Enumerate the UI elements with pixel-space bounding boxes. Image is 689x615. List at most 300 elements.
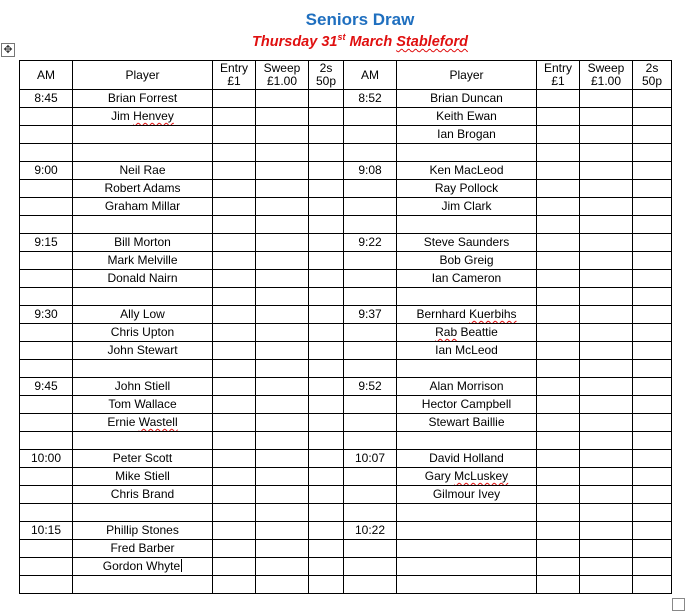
- entry-cell-right[interactable]: [537, 540, 580, 558]
- spacer-cell[interactable]: [73, 216, 213, 234]
- entry-cell-left[interactable]: [213, 450, 256, 468]
- sweep-cell-right[interactable]: [580, 198, 633, 216]
- sweep-cell-left[interactable]: [256, 414, 309, 432]
- twos-cell-right[interactable]: [633, 126, 672, 144]
- tee-time-left: [20, 180, 73, 198]
- sweep-cell-right[interactable]: [580, 306, 633, 324]
- document-subtitle: [0, 32, 689, 50]
- twos-cell-right[interactable]: [633, 234, 672, 252]
- header-twos: [309, 61, 344, 90]
- player-cell-right[interactable]: Brian Duncan: [397, 90, 537, 108]
- sweep-cell-right[interactable]: [580, 234, 633, 252]
- spacer-row: [20, 216, 672, 234]
- twos-cell-right[interactable]: [633, 198, 672, 216]
- entry-cell-right[interactable]: [537, 324, 580, 342]
- entry-cell-left[interactable]: [213, 108, 256, 126]
- player-cell-right[interactable]: Rab Beattie: [397, 324, 537, 342]
- twos-cell-right[interactable]: [633, 558, 672, 576]
- twos-cell-right[interactable]: [633, 414, 672, 432]
- spacer-cell[interactable]: [213, 216, 256, 234]
- spacer-cell[interactable]: [309, 504, 344, 522]
- player-cell-right[interactable]: [397, 540, 537, 558]
- entry-cell-right[interactable]: [537, 522, 580, 540]
- tee-draw-table: [19, 60, 672, 594]
- player-cell-right[interactable]: Gary McLuskey: [397, 468, 537, 486]
- sweep-cell-left[interactable]: [256, 324, 309, 342]
- spacer-cell[interactable]: [213, 360, 256, 378]
- spacer-cell[interactable]: [213, 144, 256, 162]
- header-twos-right: [633, 61, 672, 90]
- entry-cell-left[interactable]: [213, 342, 256, 360]
- twos-cell-left[interactable]: [309, 522, 344, 540]
- spacer-cell[interactable]: [344, 504, 397, 522]
- sweep-cell-left[interactable]: [256, 270, 309, 288]
- tee-time-right: [344, 108, 397, 126]
- spacer-cell[interactable]: [537, 288, 580, 306]
- spacer-cell[interactable]: [213, 288, 256, 306]
- player-cell-left[interactable]: Fred Barber: [73, 540, 213, 558]
- entry-cell-right[interactable]: [537, 108, 580, 126]
- entry-cell-right[interactable]: [537, 306, 580, 324]
- player-cell-right[interactable]: David Holland: [397, 450, 537, 468]
- spacer-cell[interactable]: [73, 360, 213, 378]
- twos-cell-left[interactable]: [309, 198, 344, 216]
- spacer-cell[interactable]: [344, 576, 397, 594]
- entry-cell-left[interactable]: [213, 396, 256, 414]
- spacer-cell[interactable]: [73, 432, 213, 450]
- twos-cell-right[interactable]: [633, 468, 672, 486]
- player-cell-right[interactable]: Ian Cameron: [397, 270, 537, 288]
- header-sweep-right: [580, 61, 633, 90]
- twos-cell-right[interactable]: [633, 324, 672, 342]
- twos-cell-right[interactable]: [633, 306, 672, 324]
- entry-cell-left[interactable]: [213, 468, 256, 486]
- spacer-cell[interactable]: [633, 144, 672, 162]
- twos-cell-right[interactable]: [633, 486, 672, 504]
- entry-cell-right[interactable]: [537, 558, 580, 576]
- spacer-cell[interactable]: [633, 576, 672, 594]
- tee-time-left: [20, 252, 73, 270]
- player-cell-right[interactable]: Keith Ewan: [397, 108, 537, 126]
- table-row: [20, 198, 672, 216]
- player-cell-left[interactable]: Robert Adams: [73, 180, 213, 198]
- spacer-cell[interactable]: [580, 216, 633, 234]
- twos-cell-right[interactable]: [633, 108, 672, 126]
- spacer-cell[interactable]: [309, 360, 344, 378]
- player-cell-right[interactable]: Gilmour Ivey: [397, 486, 537, 504]
- entry-cell-left[interactable]: [213, 378, 256, 396]
- twos-cell-left[interactable]: [309, 306, 344, 324]
- sweep-cell-right[interactable]: [580, 324, 633, 342]
- spacer-cell[interactable]: [309, 216, 344, 234]
- sweep-cell-left[interactable]: [256, 198, 309, 216]
- entry-cell-left[interactable]: [213, 414, 256, 432]
- player-cell-right[interactable]: Ken MacLeod: [397, 162, 537, 180]
- header-entry-l1: Entry: [219, 61, 248, 75]
- player-cell-right[interactable]: [397, 522, 537, 540]
- table-row: [20, 378, 672, 396]
- twos-cell-left[interactable]: [309, 270, 344, 288]
- spacer-cell[interactable]: [256, 576, 309, 594]
- player-cell-left[interactable]: Peter Scott: [73, 450, 213, 468]
- table-row: [20, 252, 672, 270]
- subtitle-ordinal: st: [337, 32, 346, 42]
- spacer-cell[interactable]: [633, 216, 672, 234]
- sweep-cell-left[interactable]: [256, 342, 309, 360]
- entry-cell-left[interactable]: [213, 540, 256, 558]
- player-cell-right[interactable]: Ray Pollock: [397, 180, 537, 198]
- spacer-cell[interactable]: [397, 144, 537, 162]
- spacer-row: [20, 432, 672, 450]
- spacer-cell[interactable]: [20, 504, 73, 522]
- spacer-cell[interactable]: [309, 144, 344, 162]
- table-row: [20, 540, 672, 558]
- spacer-cell[interactable]: [633, 360, 672, 378]
- header-entry-right-l1: Entry: [543, 61, 572, 75]
- spacer-cell[interactable]: [397, 504, 537, 522]
- spacer-cell[interactable]: [344, 144, 397, 162]
- twos-cell-left[interactable]: [309, 558, 344, 576]
- twos-cell-right[interactable]: [633, 162, 672, 180]
- table-row: [20, 342, 672, 360]
- header-entry-right-l2: £1: [551, 74, 565, 88]
- twos-cell-right[interactable]: [633, 378, 672, 396]
- spacer-row: [20, 504, 672, 522]
- twos-cell-left[interactable]: [309, 414, 344, 432]
- twos-cell-left[interactable]: [309, 342, 344, 360]
- spacer-cell[interactable]: [397, 432, 537, 450]
- twos-cell-left[interactable]: [309, 540, 344, 558]
- table-row: [20, 108, 672, 126]
- player-cell-left[interactable]: Gordon Whyte: [73, 558, 213, 576]
- tee-time-left: [20, 198, 73, 216]
- entry-cell-right[interactable]: [537, 234, 580, 252]
- spacer-cell[interactable]: [537, 576, 580, 594]
- player-cell-left[interactable]: Neil Rae: [73, 162, 213, 180]
- spacer-cell[interactable]: [537, 144, 580, 162]
- spacer-cell[interactable]: [537, 504, 580, 522]
- entry-cell-left[interactable]: [213, 126, 256, 144]
- tee-time-left: [20, 396, 73, 414]
- spacer-cell[interactable]: [20, 432, 73, 450]
- entry-cell-right[interactable]: [537, 126, 580, 144]
- sweep-cell-left[interactable]: [256, 90, 309, 108]
- twos-cell-right[interactable]: [633, 90, 672, 108]
- spacer-cell[interactable]: [580, 360, 633, 378]
- table-row: [20, 468, 672, 486]
- player-cell-right[interactable]: Jim Clark: [397, 198, 537, 216]
- spacer-cell[interactable]: [73, 144, 213, 162]
- tee-time-right: [344, 396, 397, 414]
- table-row: [20, 180, 672, 198]
- sweep-cell-right[interactable]: [580, 486, 633, 504]
- tee-time-left: 9:30: [20, 306, 73, 324]
- sweep-cell-right[interactable]: [580, 522, 633, 540]
- sweep-cell-left[interactable]: [256, 126, 309, 144]
- spacer-cell[interactable]: [344, 216, 397, 234]
- entry-cell-right[interactable]: [537, 342, 580, 360]
- tee-time-left: 10:15: [20, 522, 73, 540]
- spacer-cell[interactable]: [256, 504, 309, 522]
- header-twos-right-l1: 2s: [645, 61, 659, 75]
- header-twos-l1: 2s: [319, 61, 333, 75]
- entry-cell-right[interactable]: [537, 396, 580, 414]
- twos-cell-left[interactable]: [309, 252, 344, 270]
- spacer-cell[interactable]: [309, 576, 344, 594]
- player-cell-right[interactable]: Bernhard Kuerbihs: [397, 306, 537, 324]
- spacer-cell[interactable]: [537, 216, 580, 234]
- spacer-cell[interactable]: [256, 216, 309, 234]
- player-cell-left[interactable]: Graham Millar: [73, 198, 213, 216]
- header-player: Player: [73, 61, 213, 90]
- entry-cell-left[interactable]: [213, 90, 256, 108]
- spacer-cell[interactable]: [213, 432, 256, 450]
- sweep-cell-right[interactable]: [580, 180, 633, 198]
- twos-cell-right[interactable]: [633, 540, 672, 558]
- tee-time-right: [344, 252, 397, 270]
- tee-time-right: 9:37: [344, 306, 397, 324]
- spacer-cell[interactable]: [344, 360, 397, 378]
- sweep-cell-right[interactable]: [580, 252, 633, 270]
- player-cell-right[interactable]: Stewart Baillie: [397, 414, 537, 432]
- sweep-cell-right[interactable]: [580, 126, 633, 144]
- sweep-cell-right[interactable]: [580, 540, 633, 558]
- sweep-cell-left[interactable]: [256, 378, 309, 396]
- spacer-cell[interactable]: [537, 360, 580, 378]
- twos-cell-left[interactable]: [309, 450, 344, 468]
- spacer-cell[interactable]: [20, 144, 73, 162]
- spacer-cell[interactable]: [213, 576, 256, 594]
- entry-cell-right[interactable]: [537, 450, 580, 468]
- tee-time-left: [20, 414, 73, 432]
- document-title: Seniors Draw: [305, 10, 415, 29]
- entry-cell-left[interactable]: [213, 234, 256, 252]
- spacer-cell[interactable]: [256, 288, 309, 306]
- header-sweep-right-l2: £1.00: [590, 74, 622, 88]
- entry-cell-right[interactable]: [537, 486, 580, 504]
- player-cell-left[interactable]: Jim Henvey: [73, 108, 213, 126]
- sweep-cell-right[interactable]: [580, 378, 633, 396]
- entry-cell-left[interactable]: [213, 180, 256, 198]
- spacer-row: [20, 360, 672, 378]
- player-cell-left[interactable]: Brian Forrest: [73, 90, 213, 108]
- sweep-cell-right[interactable]: [580, 342, 633, 360]
- entry-cell-left[interactable]: [213, 270, 256, 288]
- spacer-cell[interactable]: [73, 576, 213, 594]
- player-cell-right[interactable]: Ian McLeod: [397, 342, 537, 360]
- spacer-row: [20, 576, 672, 594]
- sweep-cell-right[interactable]: [580, 558, 633, 576]
- spacer-cell[interactable]: [309, 432, 344, 450]
- spacer-cell[interactable]: [537, 432, 580, 450]
- sweep-cell-right[interactable]: [580, 162, 633, 180]
- sweep-cell-left[interactable]: [256, 396, 309, 414]
- player-cell-left[interactable]: Ernie Wastell: [73, 414, 213, 432]
- twos-cell-left[interactable]: [309, 180, 344, 198]
- sweep-cell-left[interactable]: [256, 180, 309, 198]
- header-twos-l2: 50p: [315, 74, 337, 88]
- header-am-right: AM: [344, 61, 397, 90]
- spacer-cell[interactable]: [20, 576, 73, 594]
- spacer-cell[interactable]: [397, 576, 537, 594]
- twos-cell-right[interactable]: [633, 180, 672, 198]
- entry-cell-left[interactable]: [213, 162, 256, 180]
- spacer-cell[interactable]: [73, 504, 213, 522]
- table-row: [20, 414, 672, 432]
- twos-cell-left[interactable]: [309, 108, 344, 126]
- tee-time-right: [344, 126, 397, 144]
- tee-time-right: 8:52: [344, 90, 397, 108]
- spacer-cell[interactable]: [20, 360, 73, 378]
- tee-time-right: [344, 468, 397, 486]
- player-cell-right[interactable]: [397, 558, 537, 576]
- twos-cell-left[interactable]: [309, 486, 344, 504]
- sweep-cell-left[interactable]: [256, 234, 309, 252]
- subtitle-month: March: [345, 33, 397, 50]
- spacer-cell[interactable]: [256, 144, 309, 162]
- player-cell-left[interactable]: [73, 126, 213, 144]
- twos-cell-left[interactable]: [309, 126, 344, 144]
- player-cell-left[interactable]: Chris Brand: [73, 486, 213, 504]
- table-row: [20, 162, 672, 180]
- sweep-cell-left[interactable]: [256, 540, 309, 558]
- sweep-cell-right[interactable]: [580, 414, 633, 432]
- spacer-cell[interactable]: [256, 360, 309, 378]
- player-cell-left[interactable]: Mike Stiell: [73, 468, 213, 486]
- sweep-cell-left[interactable]: [256, 252, 309, 270]
- spacer-cell[interactable]: [344, 288, 397, 306]
- spacer-cell[interactable]: [633, 288, 672, 306]
- subtitle-format: Stableford: [396, 33, 468, 50]
- table-row: [20, 522, 672, 540]
- sweep-cell-right[interactable]: [580, 90, 633, 108]
- entry-cell-left[interactable]: [213, 324, 256, 342]
- table-header-row: [20, 61, 672, 90]
- sweep-cell-right[interactable]: [580, 450, 633, 468]
- sweep-cell-right[interactable]: [580, 270, 633, 288]
- spacer-cell[interactable]: [633, 432, 672, 450]
- header-entry: [213, 61, 256, 90]
- player-cell-right[interactable]: Ian Brogan: [397, 126, 537, 144]
- player-cell-right[interactable]: Alan Morrison: [397, 378, 537, 396]
- player-cell-left[interactable]: Chris Upton: [73, 324, 213, 342]
- tee-time-right: [344, 324, 397, 342]
- entry-cell-right[interactable]: [537, 252, 580, 270]
- sweep-cell-left[interactable]: [256, 468, 309, 486]
- twos-cell-right[interactable]: [633, 450, 672, 468]
- spacer-cell[interactable]: [580, 144, 633, 162]
- entry-cell-right[interactable]: [537, 468, 580, 486]
- sweep-cell-right[interactable]: [580, 396, 633, 414]
- player-cell-left[interactable]: Tom Wallace: [73, 396, 213, 414]
- twos-cell-right[interactable]: [633, 270, 672, 288]
- player-cell-right[interactable]: Hector Campbell: [397, 396, 537, 414]
- player-cell-right[interactable]: Steve Saunders: [397, 234, 537, 252]
- tee-time-right: 10:07: [344, 450, 397, 468]
- tee-time-right: [344, 486, 397, 504]
- tee-time-right: [344, 180, 397, 198]
- sweep-cell-right[interactable]: [580, 108, 633, 126]
- spacer-cell[interactable]: [397, 360, 537, 378]
- entry-cell-left[interactable]: [213, 198, 256, 216]
- table-row: [20, 486, 672, 504]
- player-cell-left[interactable]: Mark Melville: [73, 252, 213, 270]
- entry-cell-left[interactable]: [213, 522, 256, 540]
- header-sweep-l1: Sweep: [263, 61, 301, 75]
- spacer-cell[interactable]: [256, 432, 309, 450]
- sweep-cell-left[interactable]: [256, 450, 309, 468]
- entry-cell-left[interactable]: [213, 558, 256, 576]
- table-resize-handle-icon[interactable]: [672, 598, 685, 611]
- sweep-cell-left[interactable]: [256, 306, 309, 324]
- spacer-cell[interactable]: [20, 216, 73, 234]
- spacer-cell[interactable]: [580, 504, 633, 522]
- twos-cell-left[interactable]: [309, 90, 344, 108]
- sweep-cell-left[interactable]: [256, 522, 309, 540]
- twos-cell-left[interactable]: [309, 234, 344, 252]
- player-cell-left[interactable]: John Stewart: [73, 342, 213, 360]
- tee-time-right: 9:08: [344, 162, 397, 180]
- sweep-cell-left[interactable]: [256, 162, 309, 180]
- spacer-cell[interactable]: [213, 504, 256, 522]
- entry-cell-right[interactable]: [537, 198, 580, 216]
- player-cell-left[interactable]: Bill Morton: [73, 234, 213, 252]
- tee-time-left: [20, 270, 73, 288]
- player-cell-left[interactable]: Phillip Stones: [73, 522, 213, 540]
- player-cell-left[interactable]: John Stiell: [73, 378, 213, 396]
- twos-cell-left[interactable]: [309, 396, 344, 414]
- table-move-handle-icon[interactable]: ✥: [1, 43, 15, 57]
- player-cell-right[interactable]: Bob Greig: [397, 252, 537, 270]
- player-cell-left[interactable]: Ally Low: [73, 306, 213, 324]
- sweep-cell-left[interactable]: [256, 558, 309, 576]
- spacer-cell[interactable]: [344, 432, 397, 450]
- spacer-cell[interactable]: [580, 288, 633, 306]
- entry-cell-left[interactable]: [213, 306, 256, 324]
- twos-cell-left[interactable]: [309, 162, 344, 180]
- player-cell-left[interactable]: Donald Nairn: [73, 270, 213, 288]
- entry-cell-left[interactable]: [213, 486, 256, 504]
- spacer-row: [20, 288, 672, 306]
- entry-cell-right[interactable]: [537, 90, 580, 108]
- sweep-cell-left[interactable]: [256, 108, 309, 126]
- entry-cell-right[interactable]: [537, 378, 580, 396]
- twos-cell-left[interactable]: [309, 324, 344, 342]
- twos-cell-right[interactable]: [633, 342, 672, 360]
- spacer-cell[interactable]: [580, 432, 633, 450]
- tee-time-left: 9:15: [20, 234, 73, 252]
- twos-cell-right[interactable]: [633, 396, 672, 414]
- entry-cell-right[interactable]: [537, 270, 580, 288]
- spacer-cell[interactable]: [580, 576, 633, 594]
- entry-cell-right[interactable]: [537, 414, 580, 432]
- spacer-cell[interactable]: [397, 216, 537, 234]
- spacer-cell[interactable]: [20, 288, 73, 306]
- twos-cell-right[interactable]: [633, 252, 672, 270]
- twos-cell-left[interactable]: [309, 378, 344, 396]
- spacer-cell[interactable]: [73, 288, 213, 306]
- spacer-cell[interactable]: [397, 288, 537, 306]
- twos-cell-left[interactable]: [309, 468, 344, 486]
- sweep-cell-right[interactable]: [580, 468, 633, 486]
- entry-cell-right[interactable]: [537, 180, 580, 198]
- entry-cell-right[interactable]: [537, 162, 580, 180]
- spacer-cell[interactable]: [309, 288, 344, 306]
- spacer-cell[interactable]: [633, 504, 672, 522]
- entry-cell-left[interactable]: [213, 252, 256, 270]
- twos-cell-right[interactable]: [633, 522, 672, 540]
- sweep-cell-left[interactable]: [256, 486, 309, 504]
